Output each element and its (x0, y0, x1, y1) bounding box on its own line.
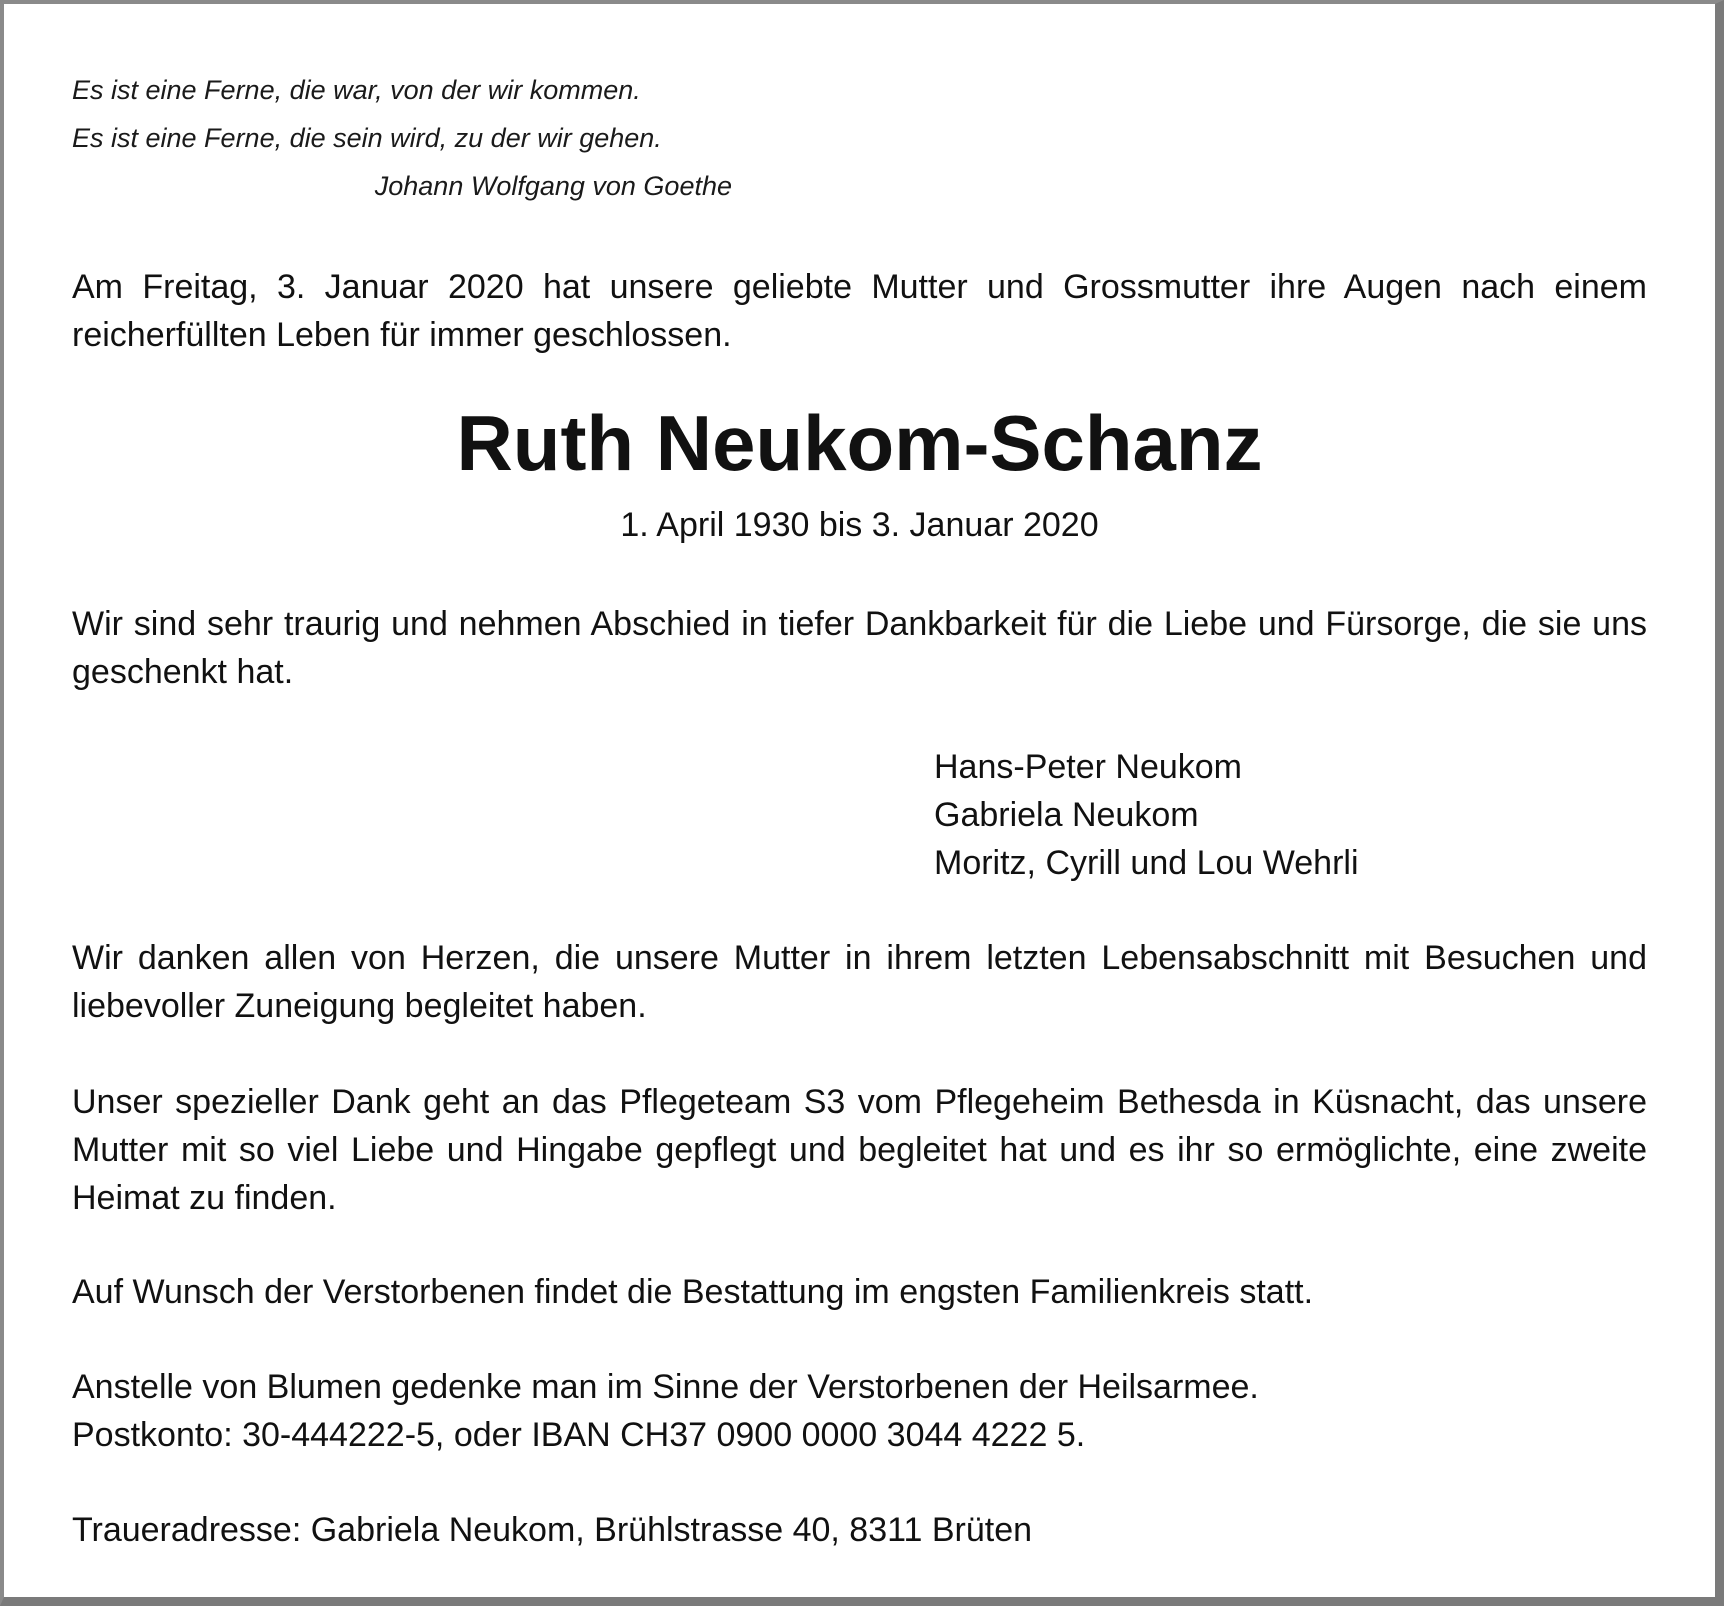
quote-line-2: Es ist eine Ferne, die sein wird, zu der wir gehen. (72, 123, 662, 153)
thanks-paragraph: Wir danken allen von Herzen, die unsere Mutter in ihrem letzten Lebensabschnitt mit Besuchen und liebevoller Zuneigung begleitet haben. (72, 939, 1647, 1025)
mourner-name: Hans-Peter Neukom (934, 748, 1243, 786)
intro-paragraph: Am Freitag, 3. Januar 2020 hat unsere geliebte Mutter und Grossmutter ihre Augen nach einem reicherfüllten Leben für immer geschlossen. (72, 268, 1647, 354)
donation-paragraph (72, 1363, 1647, 1459)
goethe-quote (72, 66, 732, 210)
donation-line-1: Anstelle von Blumen gedenke man im Sinne der Verstorbenen der Heilsarmee. (72, 1368, 1259, 1406)
burial-paragraph: Auf Wunsch der Verstorbenen findet die Bestattung im engsten Familienkreis statt. (72, 1273, 1314, 1311)
life-dates: 1. April 1930 bis 3. Januar 2020 (620, 506, 1099, 544)
mourning-address: Traueradresse: Gabriela Neukom, Brühlstrasse 40, 8311 Brüten (72, 1511, 1033, 1549)
mourner-name: Moritz, Cyrill und Lou Wehrli (934, 844, 1359, 882)
mourner-name: Gabriela Neukom (934, 796, 1199, 834)
donation-line-2: Postkonto: 30-444222-5, oder IBAN CH37 0900 0000 3044 4222 5. (72, 1416, 1086, 1454)
deceased-name: Ruth Neukom-Schanz (456, 399, 1263, 487)
quote-line-1: Es ist eine Ferne, die war, von der wir kommen. (72, 75, 641, 105)
mourners-list (934, 743, 1359, 887)
special-thanks-paragraph: Unser spezieller Dank geht an das Pflegeteam S3 vom Pflegeheim Bethesda in Küsnacht, das unsere Mutter mit so viel Liebe und Hingabe gepflegt und begleitet hat und es ihr so ermöglichte, eine zweite Heimat zu finden. (72, 1083, 1647, 1217)
sorrow-paragraph: Wir sind sehr traurig und nehmen Abschied in tiefer Dankbarkeit für die Liebe und Fürsorge, die sie uns geschenkt hat. (72, 605, 1647, 691)
quote-author: Johann Wolfgang von Goethe (374, 171, 732, 201)
